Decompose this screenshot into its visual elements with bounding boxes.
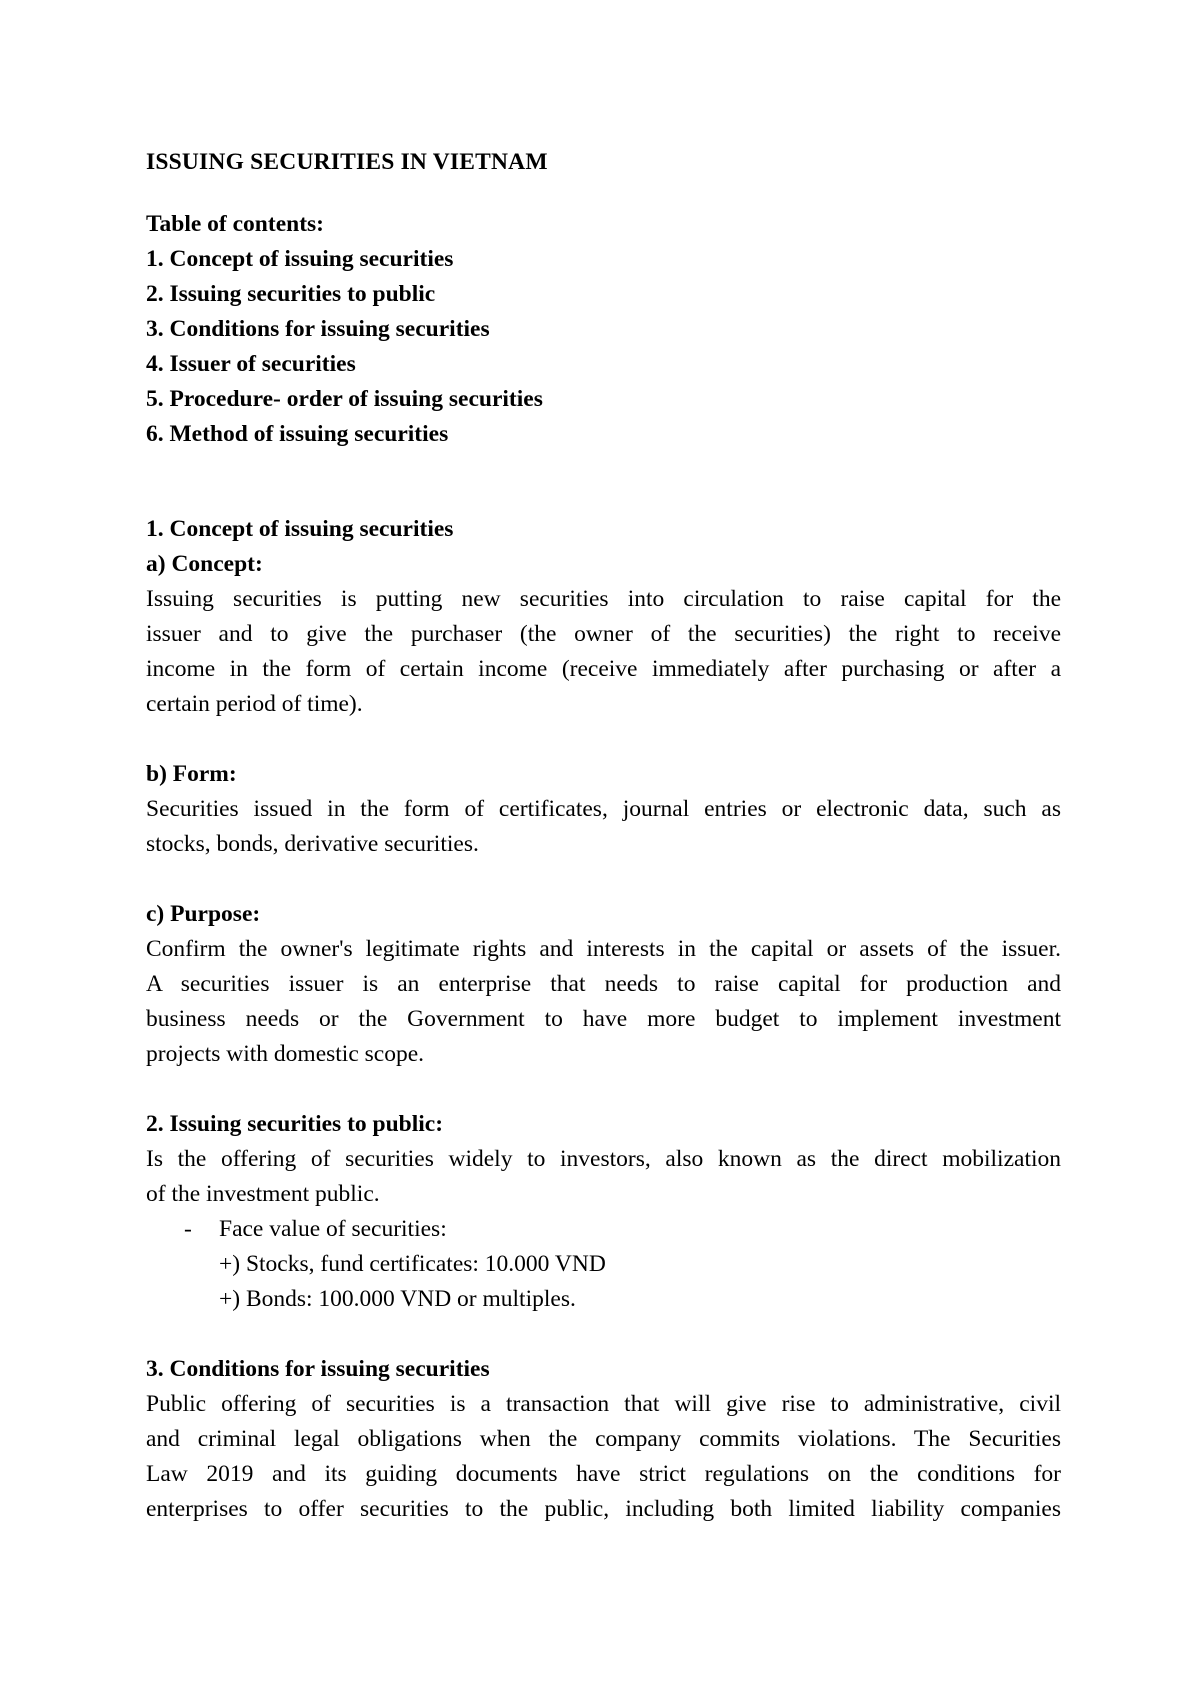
toc-item-5: 5. Procedure- order of issuing securities [146, 386, 543, 412]
paragraph-line: Issuing securities is putting new securities into circulation to raise capital for the [146, 586, 1061, 612]
paragraph-line: enterprises to offer securities to the public, including both limited liability companies [146, 1496, 1061, 1522]
paragraph-line: Law 2019 and its guiding documents have strict regulations on the conditions for [146, 1461, 1061, 1487]
toc-item-3: 3. Conditions for issuing securities [146, 316, 490, 342]
toc-item-2: 2. Issuing securities to public [146, 281, 436, 307]
bullet-dash: - [184, 1216, 192, 1242]
bullet-text: Face value of securities: [219, 1216, 447, 1242]
paragraph-line: business needs or the Government to have more budget to implement investment [146, 1006, 1061, 1032]
section-1b-heading: b) Form: [146, 761, 237, 787]
section-1c-heading: c) Purpose: [146, 901, 261, 927]
paragraph-line: stocks, bonds, derivative securities. [146, 831, 479, 857]
paragraph-line: certain period of time). [146, 691, 363, 717]
toc-heading: Table of contents: [146, 211, 324, 237]
sub-item-stocks: +) Stocks, fund certificates: 10.000 VND [219, 1251, 606, 1277]
bullet-item [146, 1212, 1061, 1247]
toc-item-4: 4. Issuer of securities [146, 351, 356, 377]
sub-item-bonds: +) Bonds: 100.000 VND or multiples. [219, 1286, 576, 1312]
paragraph-line: Public offering of securities is a transaction that will give rise to administrative, civil [146, 1391, 1061, 1417]
section-3-heading: 3. Conditions for issuing securities [146, 1356, 490, 1382]
paragraph-line: Confirm the owner's legitimate rights and interests in the capital or assets of the issuer. [146, 936, 1061, 962]
paragraph-line: Is the offering of securities widely to investors, also known as the direct mobilization [146, 1146, 1061, 1172]
section-1a-heading: a) Concept: [146, 551, 263, 577]
document-title: ISSUING SECURITIES IN VIETNAM [146, 149, 548, 175]
toc-item-6: 6. Method of issuing securities [146, 421, 449, 447]
paragraph-line: income in the form of certain income (receive immediately after purchasing or after a [146, 656, 1061, 682]
section-1-heading: 1. Concept of issuing securities [146, 516, 454, 542]
document-body [146, 145, 1061, 1527]
toc-item-1: 1. Concept of issuing securities [146, 246, 454, 272]
paragraph-line: Securities issued in the form of certificates, journal entries or electronic data, such as [146, 796, 1061, 822]
paragraph-line: of the investment public. [146, 1181, 380, 1207]
paragraph-line: projects with domestic scope. [146, 1041, 425, 1067]
paragraph-line: and criminal legal obligations when the company commits violations. The Securities [146, 1426, 1061, 1452]
paragraph-line: A securities issuer is an enterprise that needs to raise capital for production and [146, 971, 1061, 997]
section-2-heading: 2. Issuing securities to public: [146, 1111, 444, 1137]
paragraph-line: issuer and to give the purchaser (the owner of the securities) the right to receive [146, 621, 1061, 647]
